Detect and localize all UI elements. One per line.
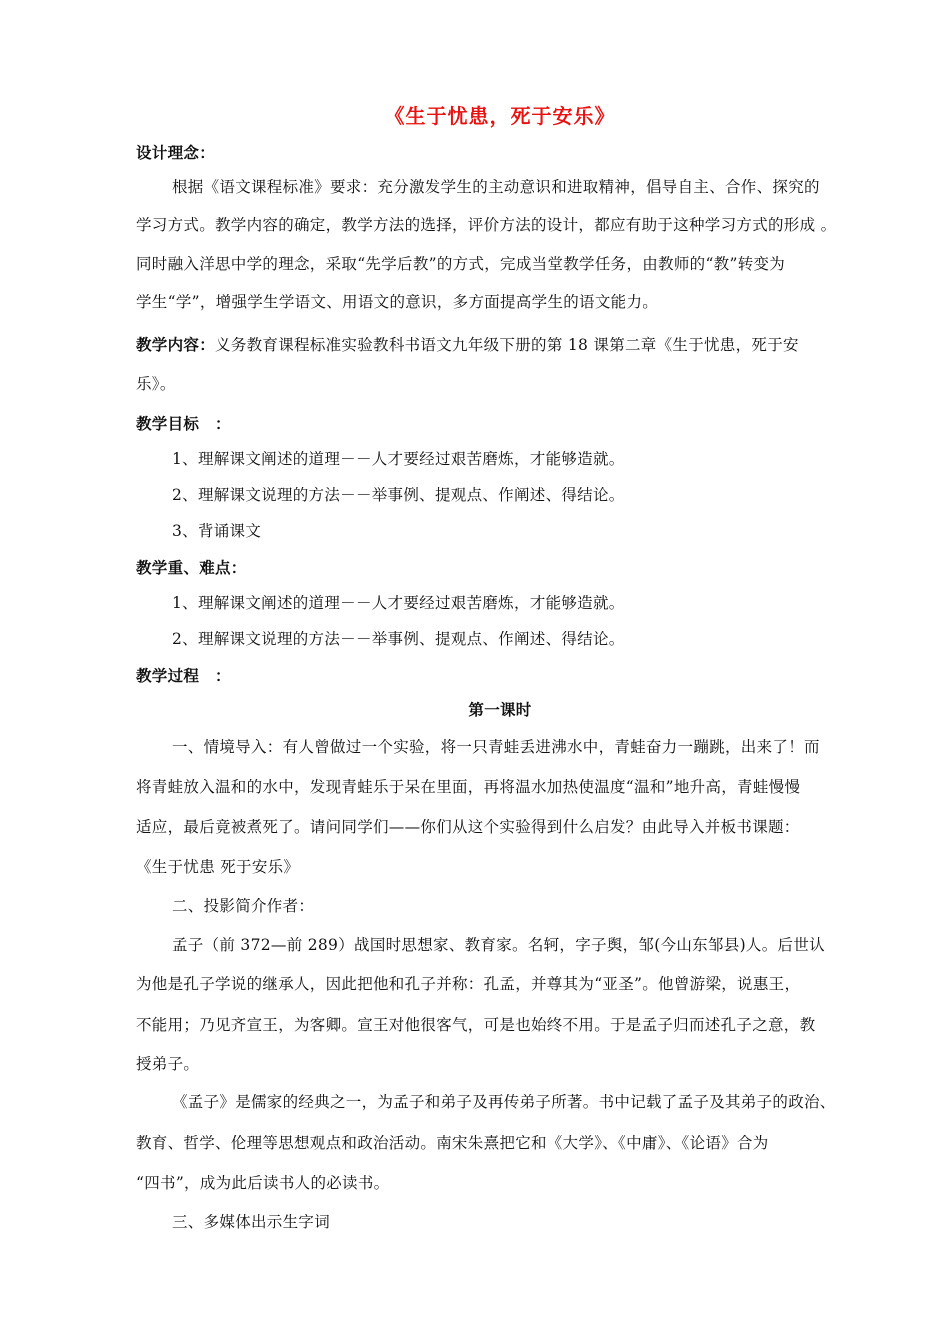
content-line (136, 333, 799, 355)
book-line: 《孟子》是儒家的经典之一，为孟子和弟子及再传弟子所著。书中记载了孟子及其弟子的政治、 (172, 1093, 836, 1111)
content-cont: 乐》。 (136, 375, 176, 393)
author-line: 不能用；乃见齐宣王，为客卿。宣王对他很客气，可是也始终不用。于是孟子归而述孔子之意，教 (136, 1016, 816, 1034)
intro-line: 一、情境导入：有人曾做过一个实验，将一只青蛙丢进沸水中，青蛙奋力一蹦跳，出来了！而 (172, 738, 820, 756)
goals-heading: 教学目标 ： (136, 414, 231, 433)
design-line: 学生“学”，增强学生学语文、用语文的意识，多方面提高学生的语文能力。 (136, 293, 659, 311)
intro-line: 《生于忧患 死于安乐》 (136, 858, 300, 876)
goal-item: 3、背诵课文 (172, 522, 262, 540)
goal-item: 1、理解课文阐述的道理－－人才要经过艰苦磨炼，才能够造就。 (172, 450, 625, 468)
book-line: 教育、哲学、伦理等思想观点和政治活动。南宋朱熹把它和《大学》、《中庸》、《论语》合为 (136, 1134, 769, 1152)
intro-line: 适应，最后竟被煮死了。请问同学们——你们从这个实验得到什么启发？由此导入并板书课题： (136, 818, 800, 836)
document-title: 《生于忧患，死于安乐》 (384, 104, 616, 128)
content-label: 教学内容： (136, 335, 216, 354)
intro-line: 将青蛙放入温和的水中，发现青蛙乐于呆在里面，再将温水加热使温度“温和”地升高，青蛙慢慢 (136, 778, 801, 796)
keypoint-item: 2、理解课文说理的方法－－举事例、提观点、作阐述、得结论。 (172, 630, 625, 648)
author-line: 孟子（前 372—前 289）战国时思想家、教育家。名轲，字子舆，邹(今山东邹县)人。后世认 (172, 936, 825, 954)
content-text: 义务教育课程标准实验教科书语文九年级下册的第 18 课第二章《生于忧患，死于安 (215, 336, 799, 354)
vocab-heading: 三、多媒体出示生字词 (172, 1213, 331, 1231)
lesson-title: 第一课时 (468, 700, 532, 719)
design-line: 根据《语文课程标准》要求：充分激发学生的主动意识和进取精神，倡导自主、合作、探究的 (172, 178, 820, 196)
design-line: 学习方式。教学内容的确定，教学方法的选择，评价方法的设计，都应有助于这种学习方式的形成 。 (136, 216, 837, 234)
book-line: “四书”，成为此后读书人的必读书。 (136, 1174, 390, 1192)
process-heading: 教学过程 ： (136, 666, 231, 685)
keypoint-item: 1、理解课文阐述的道理－－人才要经过艰苦磨炼，才能够造就。 (172, 594, 625, 612)
author-line: 为他是孔子学说的继承人，因此把他和孔子并称：孔孟，并尊其为“亚圣”。他曾游梁，说惠王， (136, 975, 801, 993)
design-line: 同时融入洋思中学的理念，采取“先学后教”的方式，完成当堂教学任务，由教师的“教”转变为 (136, 255, 786, 273)
author-line: 授弟子。 (136, 1055, 200, 1073)
goal-item: 2、理解课文说理的方法－－举事例、提观点、作阐述、得结论。 (172, 486, 625, 504)
design-heading: 设计理念： (136, 143, 216, 162)
author-heading: 二、投影简介作者： (172, 897, 315, 915)
keypoints-heading: 教学重、难点： (136, 558, 247, 577)
